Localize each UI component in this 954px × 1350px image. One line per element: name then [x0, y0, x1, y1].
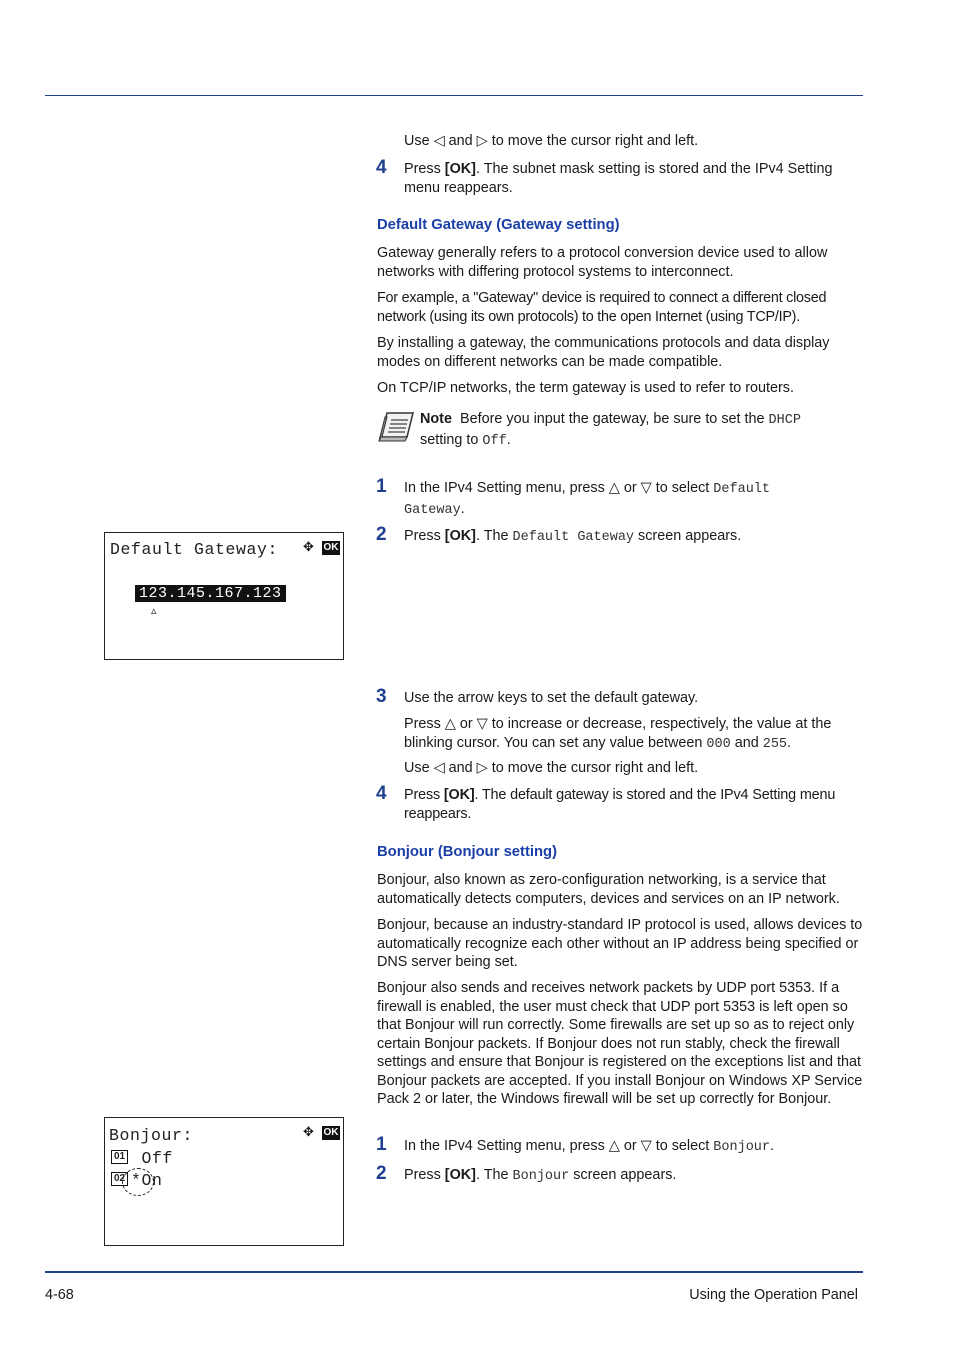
paragraph: Gateway generally refers to a protocol conversion device used to allow networks with differing protocol systems to interconnect.: [377, 245, 828, 280]
lcd-title: Bonjour:: [109, 1126, 194, 1145]
step-number: 1: [376, 1134, 387, 1155]
page-number: 4-68: [45, 1287, 74, 1303]
step-text: Press [OK]. The Default Gateway screen appears.: [404, 528, 742, 545]
cursor-icon: ▵: [151, 604, 157, 617]
step-text: In the IPv4 Setting menu, press △ or ▽ to select Bonjour.: [404, 1138, 775, 1155]
ok-key-icon: OK: [323, 542, 339, 553]
paragraph: Bonjour also sends and receives network packets by UDP port 5353. If a firewall is enabled, the user must check that UDP port 5353 is left open so that Bonjour will run correctly. Some firewalls are set up so as to reject only certain Bonjour packets. If Bonjour does not run stably, check the firewall settings and ensure that Bonjour is registered on the exceptions list and that Bonjour packets are accepted. If you install Bonjour on Windows XP Service Pack 2 or later, the Windows firewall will be set up correctly for Bonjour.: [377, 980, 863, 1107]
paragraph: Bonjour, because an industry-standard IP protocol is used, allows devices to automatically recognize each other without an IP address being specified or DNS server being set.: [377, 917, 863, 970]
step-number: 1: [376, 476, 387, 497]
lcd-screen-default-gateway: [104, 532, 344, 660]
step-text: In the IPv4 Setting menu, press △ or ▽ to select Default Gateway.: [404, 480, 771, 518]
option-on: *On: [131, 1171, 163, 1190]
ok-key-icon: OK: [323, 1127, 339, 1138]
cursor-instruction: Use ◁ and ▷ to move the cursor right and left.: [404, 133, 699, 149]
step-number: 4: [376, 157, 387, 178]
step-number: 2: [376, 1163, 387, 1184]
option-off: Off: [131, 1149, 174, 1168]
step-number: 3: [376, 686, 387, 707]
step-text: Press [OK]. The Bonjour screen appears.: [404, 1167, 677, 1184]
footer-rule: [45, 1271, 863, 1273]
section-title: Using the Operation Panel: [689, 1287, 858, 1303]
cross-keys-icon: ✥: [303, 1125, 314, 1140]
paragraph: Bonjour, also known as zero-configuration networking, is a service that automatically detects computers, devices and services on an IP network.: [377, 872, 840, 907]
step-number: 4: [376, 783, 387, 804]
step-text: Press [OK]. The default gateway is stored and the IPv4 Setting menu reappears.: [404, 787, 836, 822]
option-number-box: 02: [111, 1172, 128, 1186]
lcd-title: Default Gateway:: [110, 540, 279, 559]
step-text: Use the arrow keys to set the default gateway.: [404, 690, 699, 706]
cross-keys-icon: ✥: [303, 540, 314, 555]
selection-highlight-icon: [122, 1168, 154, 1196]
step-detail: Use ◁ and ▷ to move the cursor right and left.: [404, 760, 699, 776]
section-heading-gateway: Default Gateway (Gateway setting): [377, 217, 620, 233]
header-rule: [45, 95, 863, 96]
section-heading-bonjour: Bonjour (Bonjour setting): [377, 844, 557, 860]
step-text: Press [OK]. The subnet mask setting is stored and the IPv4 Setting menu reappears.: [404, 161, 833, 196]
paragraph: On TCP/IP networks, the term gateway is used to refer to routers.: [377, 380, 794, 396]
note-icon: [377, 409, 415, 445]
option-number-box: 01: [111, 1150, 128, 1164]
note-text: Note Before you input the gateway, be sure to set the DHCP setting to Off.: [420, 411, 801, 449]
lcd-screen-bonjour: [104, 1117, 344, 1246]
ip-address-value: 123.145.167.123: [135, 585, 286, 602]
paragraph: For example, a "Gateway" device is required to connect a different closed network (using its own protocols) to the open Internet (using TCP/IP).: [377, 290, 827, 325]
step-number: 2: [376, 524, 387, 545]
step-detail: Press △ or ▽ to increase or decrease, respectively, the value at the blinking cursor. You can set any value between 000 and 255.: [404, 716, 832, 752]
paragraph: By installing a gateway, the communications protocols and data display modes on different networks can be made compatible.: [377, 335, 830, 370]
